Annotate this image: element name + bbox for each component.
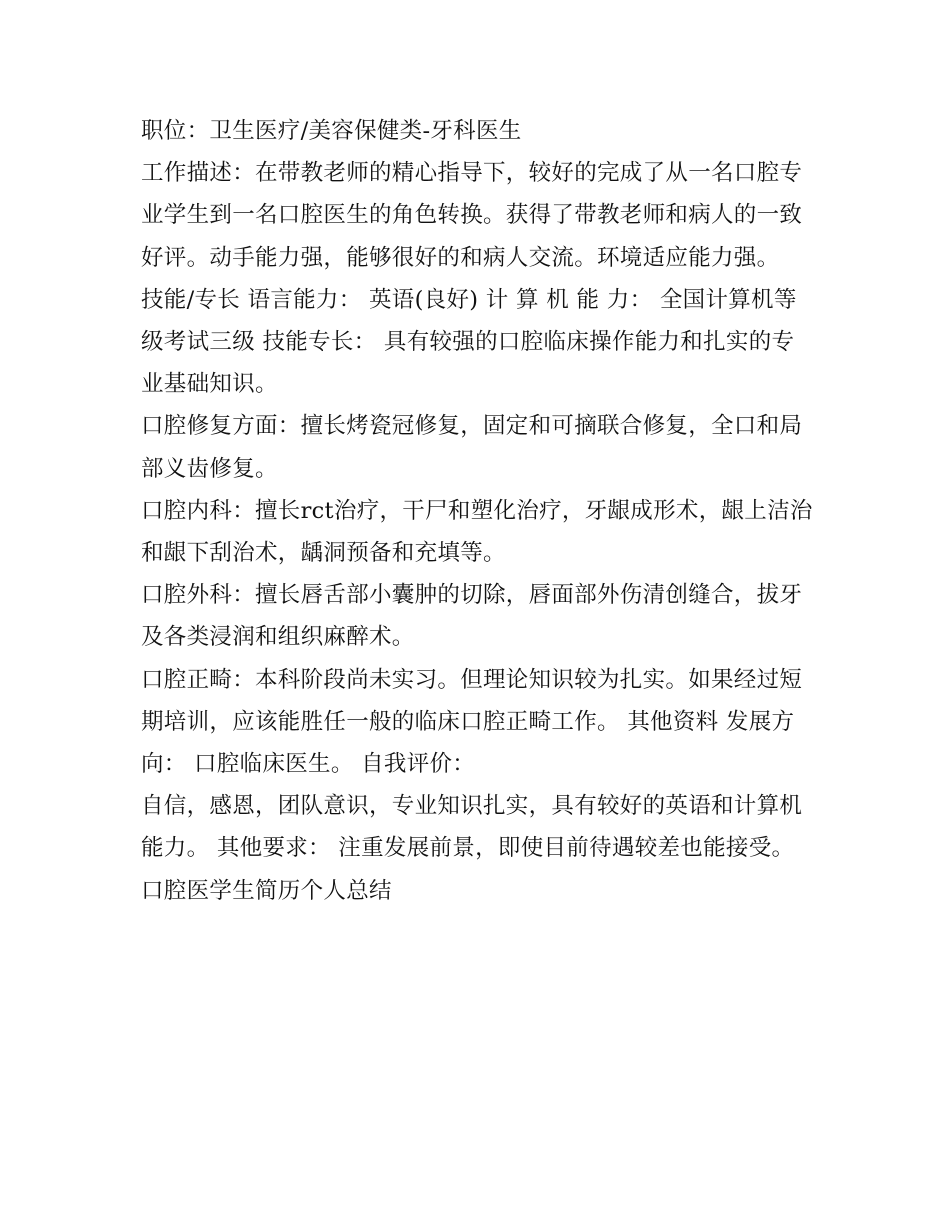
paragraph-job-description: 工作描述：在带教老师的精心指导下，较好的完成了从一名口腔专业学生到一名口腔医生的角色转换。获得了带教老师和病人的一致好评。动手能力强，能够很好的和病人交流。环境适应能力强。 bbox=[141, 160, 803, 271]
paragraph-internal-dentistry: 口腔内科：擅长rct治疗，干尸和塑化治疗，牙龈成形术，龈上洁治和龈下刮治术，龋洞预备和充填等。 bbox=[141, 497, 813, 567]
paragraph-self-evaluation: 自信，感恩，团队意识，专业知识扎实，具有较好的英语和计算机能力。 其他要求： 注重发展前景，即使目前待遇较差也能接受。 口腔医学生简历个人总结 bbox=[141, 793, 803, 904]
paragraph-oral-surgery: 口腔外科：擅长唇舌部小囊肿的切除，唇面部外伤清创缝合，拔牙及各类浸润和组织麻醉术。 bbox=[141, 582, 803, 651]
paragraph-prosthodontics: 口腔修复方面：擅长烤瓷冠修复，固定和可摘联合修复，全口和局部义齿修复。 bbox=[141, 413, 803, 482]
document-body bbox=[141, 110, 813, 912]
paragraph-skills: 技能/专长 语言能力： 英语(良好) 计 算 机 能 力： 全国计算机等级考试三级 技能专长： 具有较强的口腔临床操作能力和扎实的专业基础知识。 bbox=[141, 286, 797, 398]
paragraph-orthodontics: 口腔正畸：本科阶段尚未实习。但理论知识较为扎实。如果经过短期培训，应该能胜任一般的临床口腔正畸工作。 其他资料 发展方向： 口腔临床医生。 自我评价： bbox=[141, 666, 803, 778]
paragraph-position: 职位：卫生医疗/美容保健类-牙科医生 bbox=[141, 118, 522, 144]
